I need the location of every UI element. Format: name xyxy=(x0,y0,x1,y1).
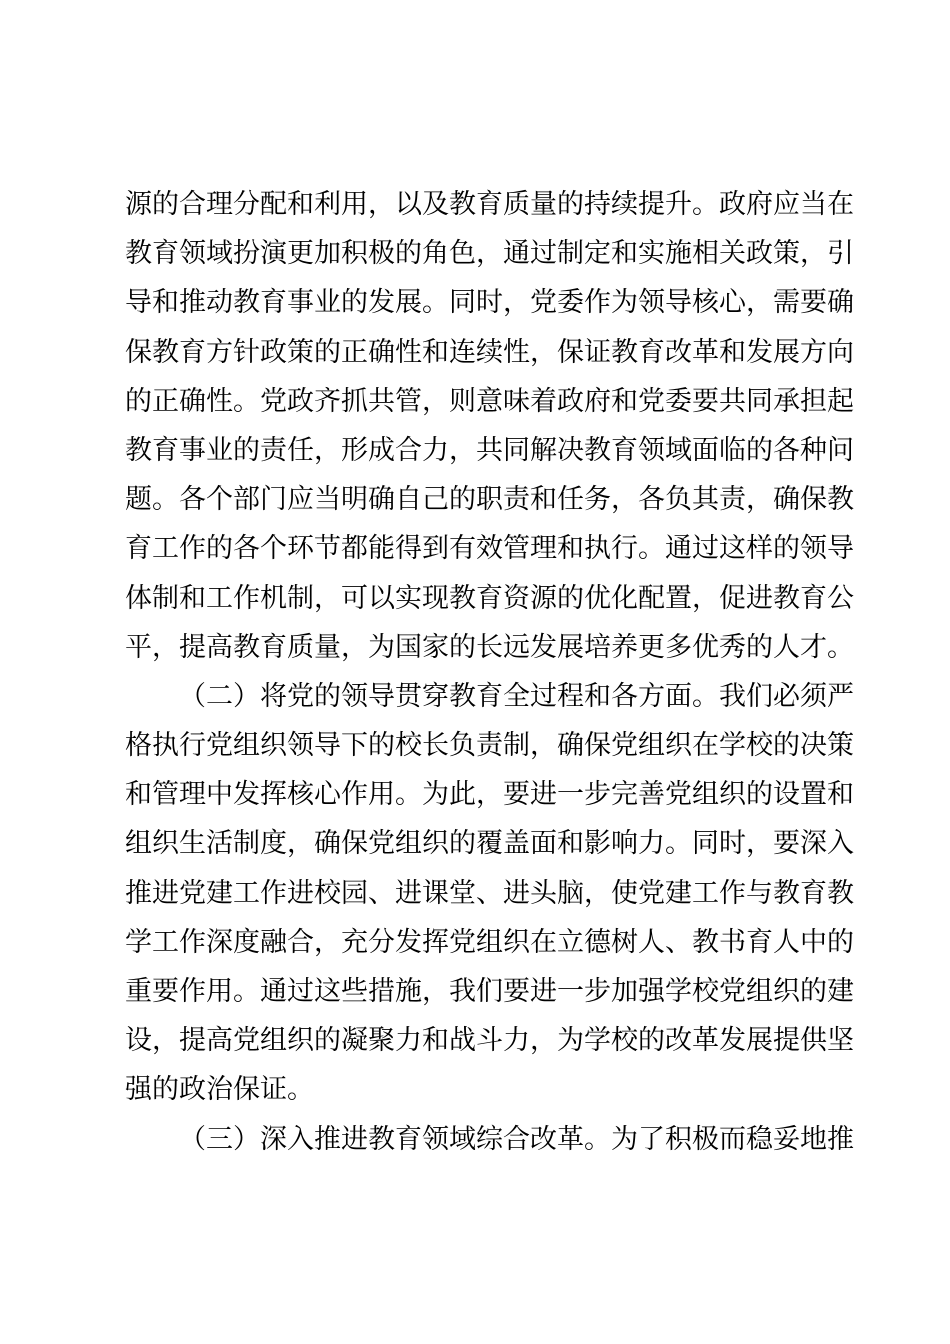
document-body xyxy=(125,180,854,1164)
paragraph-line: 保教育方针政策的正确性和连续性，保证教育改革和发展方向 xyxy=(125,336,854,368)
paragraph-line: 设，提高党组织的凝聚力和战斗力，为学校的改革发展提供坚 xyxy=(125,1025,854,1057)
paragraph-line: 体制和工作机制，可以实现教育资源的优化配置，促进教育公 xyxy=(125,582,854,614)
paragraph-line: 导和推动教育事业的发展。同时，党委作为领导核心，需要确 xyxy=(125,287,854,319)
paragraph-line: 的正确性。党政齐抓共管，则意味着政府和党委要共同承担起 xyxy=(125,385,854,417)
paragraph-line: 教育事业的责任，形成合力，共同解决教育领域面临的各种问 xyxy=(125,434,854,466)
paragraph-line: 平，提高教育质量，为国家的长远发展培养更多优秀的人才。 xyxy=(125,631,854,663)
paragraph-line: 源的合理分配和利用，以及教育质量的持续提升。政府应当在 xyxy=(125,189,854,220)
paragraph-line: 组织生活制度，确保党组织的覆盖面和影响力。同时，要深入 xyxy=(125,828,854,860)
paragraph-line: 和管理中发挥核心作用。为此，要进一步完善党组织的设置和 xyxy=(125,779,854,811)
paragraph-line: 育工作的各个环节都能得到有效管理和执行。通过这样的领导 xyxy=(125,533,854,565)
paragraph-line: （三）深入推进教育领域综合改革。为了积极而稳妥地推 xyxy=(179,1123,854,1155)
paragraph-line: 教育领域扮演更加积极的角色，通过制定和实施相关政策，引 xyxy=(125,238,854,270)
paragraph-2 xyxy=(125,672,854,1115)
paragraph-line: 学工作深度融合，充分发挥党组织在立德树人、教书育人中的 xyxy=(125,926,854,958)
paragraph-line: 格执行党组织领导下的校长负责制，确保党组织在学校的决策 xyxy=(125,730,854,762)
paragraph-1 xyxy=(125,180,854,672)
paragraph-line: 推进党建工作进校园、进课堂、进头脑，使党建工作与教育教 xyxy=(125,877,854,909)
paragraph-line: 题。各个部门应当明确自己的职责和任务，各负其责，确保教 xyxy=(125,484,854,516)
paragraph-line: 重要作用。通过这些措施，我们要进一步加强学校党组织的建 xyxy=(125,976,854,1007)
paragraph-3 xyxy=(125,1115,854,1164)
paragraph-line: （二）将党的领导贯穿教育全过程和各方面。我们必须严 xyxy=(179,680,854,712)
paragraph-line: 强的政治保证。 xyxy=(125,1074,314,1106)
